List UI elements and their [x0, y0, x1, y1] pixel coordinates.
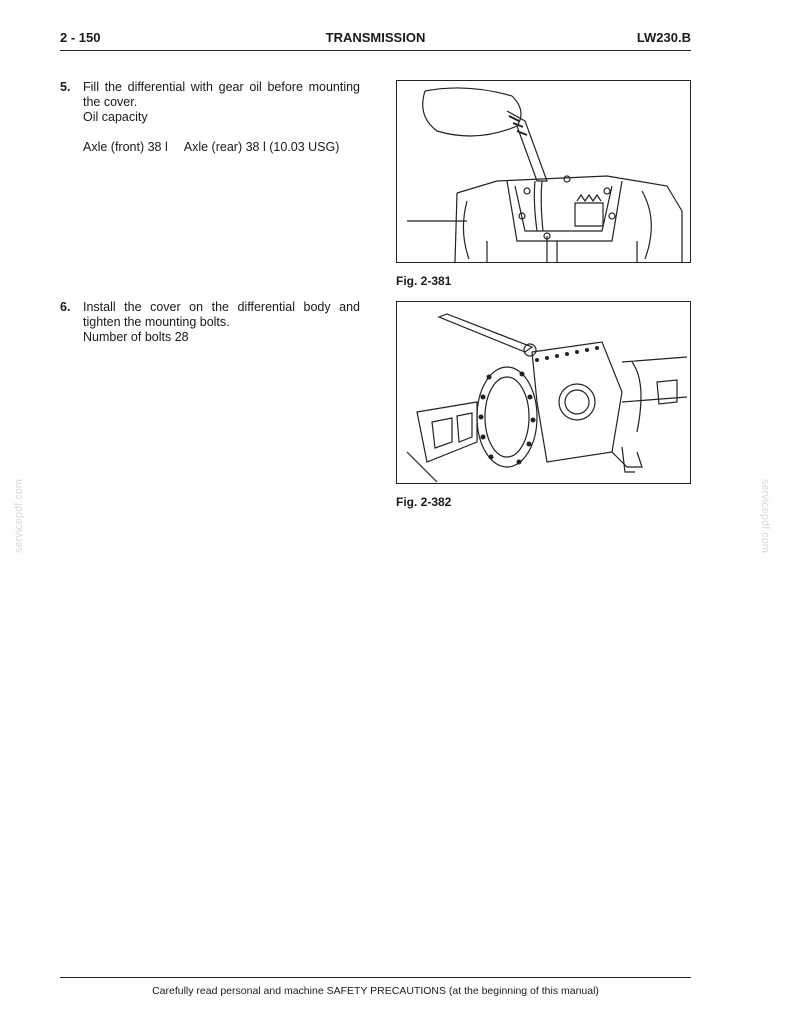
step-number: 6. [60, 300, 71, 314]
step-6 [60, 300, 360, 345]
figure-caption: Fig. 2-382 [396, 495, 452, 509]
step-subtext: Number of bolts 28 [83, 330, 189, 344]
oil-pouring-differential-illustration [397, 81, 690, 262]
footer-text: Carefully read personal and machine SAFETY PRECAUTIONS (at the beginning of this manual) [152, 985, 599, 997]
capacity-rear: Axle (rear) 38 l (10.03 USG) [183, 140, 340, 154]
torque-wrench-differential-cover-illustration [397, 302, 690, 483]
footer-rule [60, 977, 691, 978]
capacity-front: Axle (front) 38 l [83, 140, 168, 154]
step-subtext: Oil capacity [83, 110, 148, 124]
step-5 [60, 80, 360, 155]
figure-2-382 [396, 301, 691, 484]
step-text: Install the cover on the differential body and tighten the mounting bolts. [83, 300, 360, 329]
page-number: 2 - 150 [60, 30, 101, 45]
figure-2-381 [396, 80, 691, 263]
step-text: Fill the differential with gear oil before mounting the cover. [83, 80, 360, 109]
model-code: LW230.B [636, 30, 691, 45]
step-number: 5. [60, 80, 71, 94]
figure-caption: Fig. 2-381 [396, 274, 452, 288]
watermark-right: servicepdf.com [758, 479, 771, 553]
oil-capacity-values [83, 140, 360, 155]
section-title: TRANSMISSION [325, 30, 426, 45]
watermark-left: servicepdf.com [12, 479, 25, 553]
header-rule [60, 50, 691, 51]
page-header [60, 30, 691, 50]
